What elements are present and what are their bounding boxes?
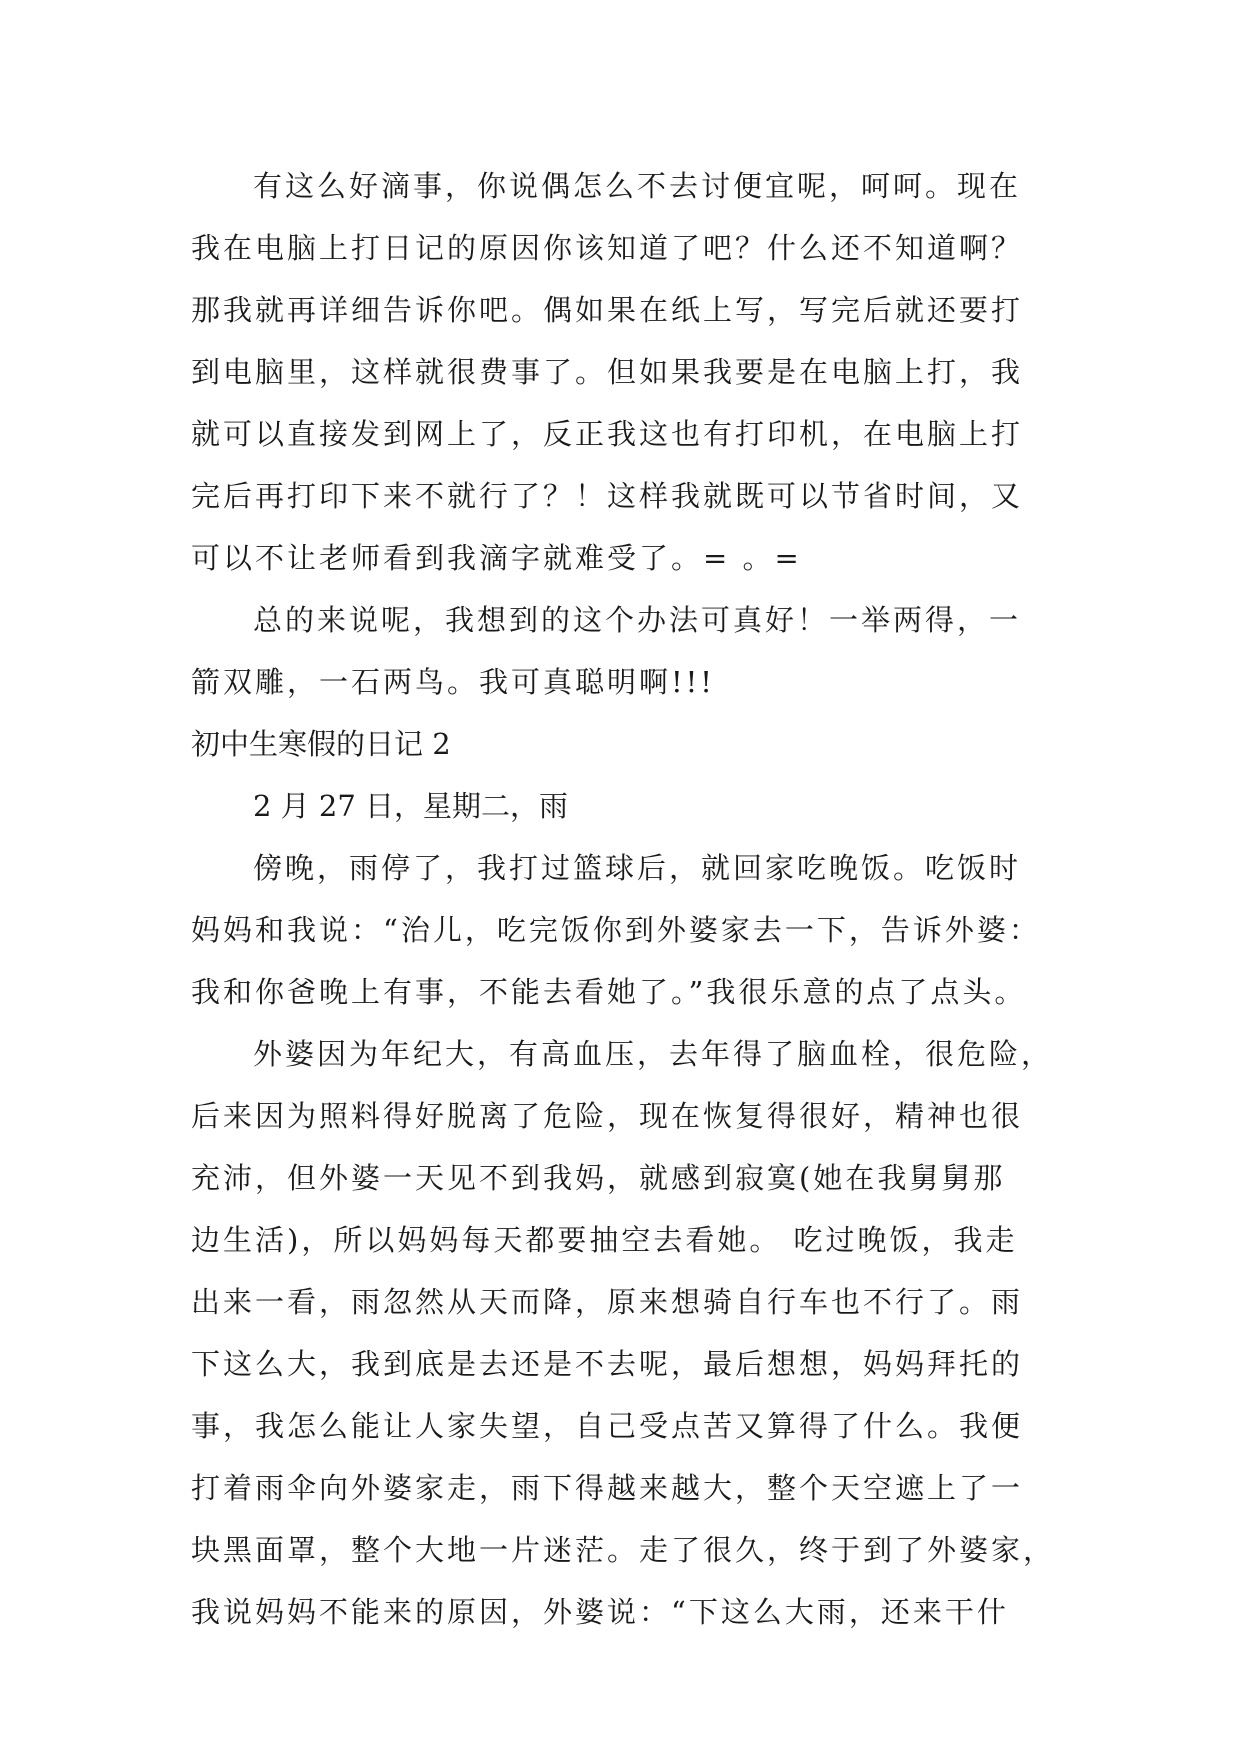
paragraph-line: 打着雨伞向外婆家走，雨下得越来越大，整个天空遮上了一	[191, 1471, 1024, 1505]
paragraph-line: 事，我怎么能让人家失望，自己受点苦又算得了什么。我便	[191, 1409, 1024, 1443]
paragraph-line: 到电脑里，这样就很费事了。但如果我要是在电脑上打，我	[191, 355, 1024, 389]
paragraph-line: 我说妈妈不能来的原因，外婆说：“下这么大雨，还来干什	[191, 1595, 1009, 1629]
paragraph-line: 完后再打印下来不就行了？！这样我就既可以节省时间，又	[191, 479, 1024, 513]
paragraph-line: 傍晚，雨停了，我打过篮球后，就回家吃晚饭。吃饭时	[253, 851, 1022, 885]
paragraph-line: 箭双雕，一石两鸟。我可真聪明啊!!!	[191, 665, 715, 699]
paragraph-line: 就可以直接发到网上了，反正我这也有打印机，在电脑上打	[191, 417, 1024, 451]
section-heading: 初中生寒假的日记 2	[191, 727, 451, 761]
paragraph-line: 块黑面罩，整个大地一片迷茫。走了很久，终于到了外婆家，	[191, 1533, 1056, 1567]
paragraph-line: 后来因为照料得好脱离了危险，现在恢复得很好，精神也很	[191, 1099, 1024, 1133]
paragraph-line: 外婆因为年纪大，有高血压，去年得了脑血栓，很危险，	[253, 1037, 1054, 1071]
paragraph-line: 充沛，但外婆一天见不到我妈，就感到寂寞(她在我舅舅那	[191, 1161, 1006, 1195]
paragraph-line: 边生活)，所以妈妈每天都要抽空去看她。 吃过晚饭，我走	[191, 1223, 1018, 1257]
paragraph-line: 我在电脑上打日记的原因你该知道了吧？什么还不知道啊？	[191, 231, 1024, 265]
paragraph-line: 总的来说呢，我想到的这个办法可真好！一举两得，一	[253, 603, 1022, 637]
paragraph-line: 可以不让老师看到我滴字就难受了。= 。=	[191, 541, 802, 575]
document-body	[191, 155, 1091, 1643]
paragraph-line: 出来一看，雨忽然从天而降，原来想骑自行车也不行了。雨	[191, 1285, 1024, 1319]
paragraph-line: 妈妈和我说：“治儿，吃完饭你到外婆家去一下，告诉外婆：	[191, 913, 1041, 947]
paragraph-line: 我和你爸晚上有事，不能去看她了。”我很乐意的点了点头。	[191, 975, 1027, 1009]
diary-date-line: 2 月 27 日，星期二，雨	[253, 789, 569, 823]
paragraph-line: 有这么好滴事，你说偶怎么不去讨便宜呢，呵呵。现在	[253, 169, 1022, 203]
paragraph-line: 下这么大，我到底是去还是不去呢，最后想想，妈妈拜托的	[191, 1347, 1024, 1381]
paragraph-line: 那我就再详细告诉你吧。偶如果在纸上写，写完后就还要打	[191, 293, 1024, 327]
